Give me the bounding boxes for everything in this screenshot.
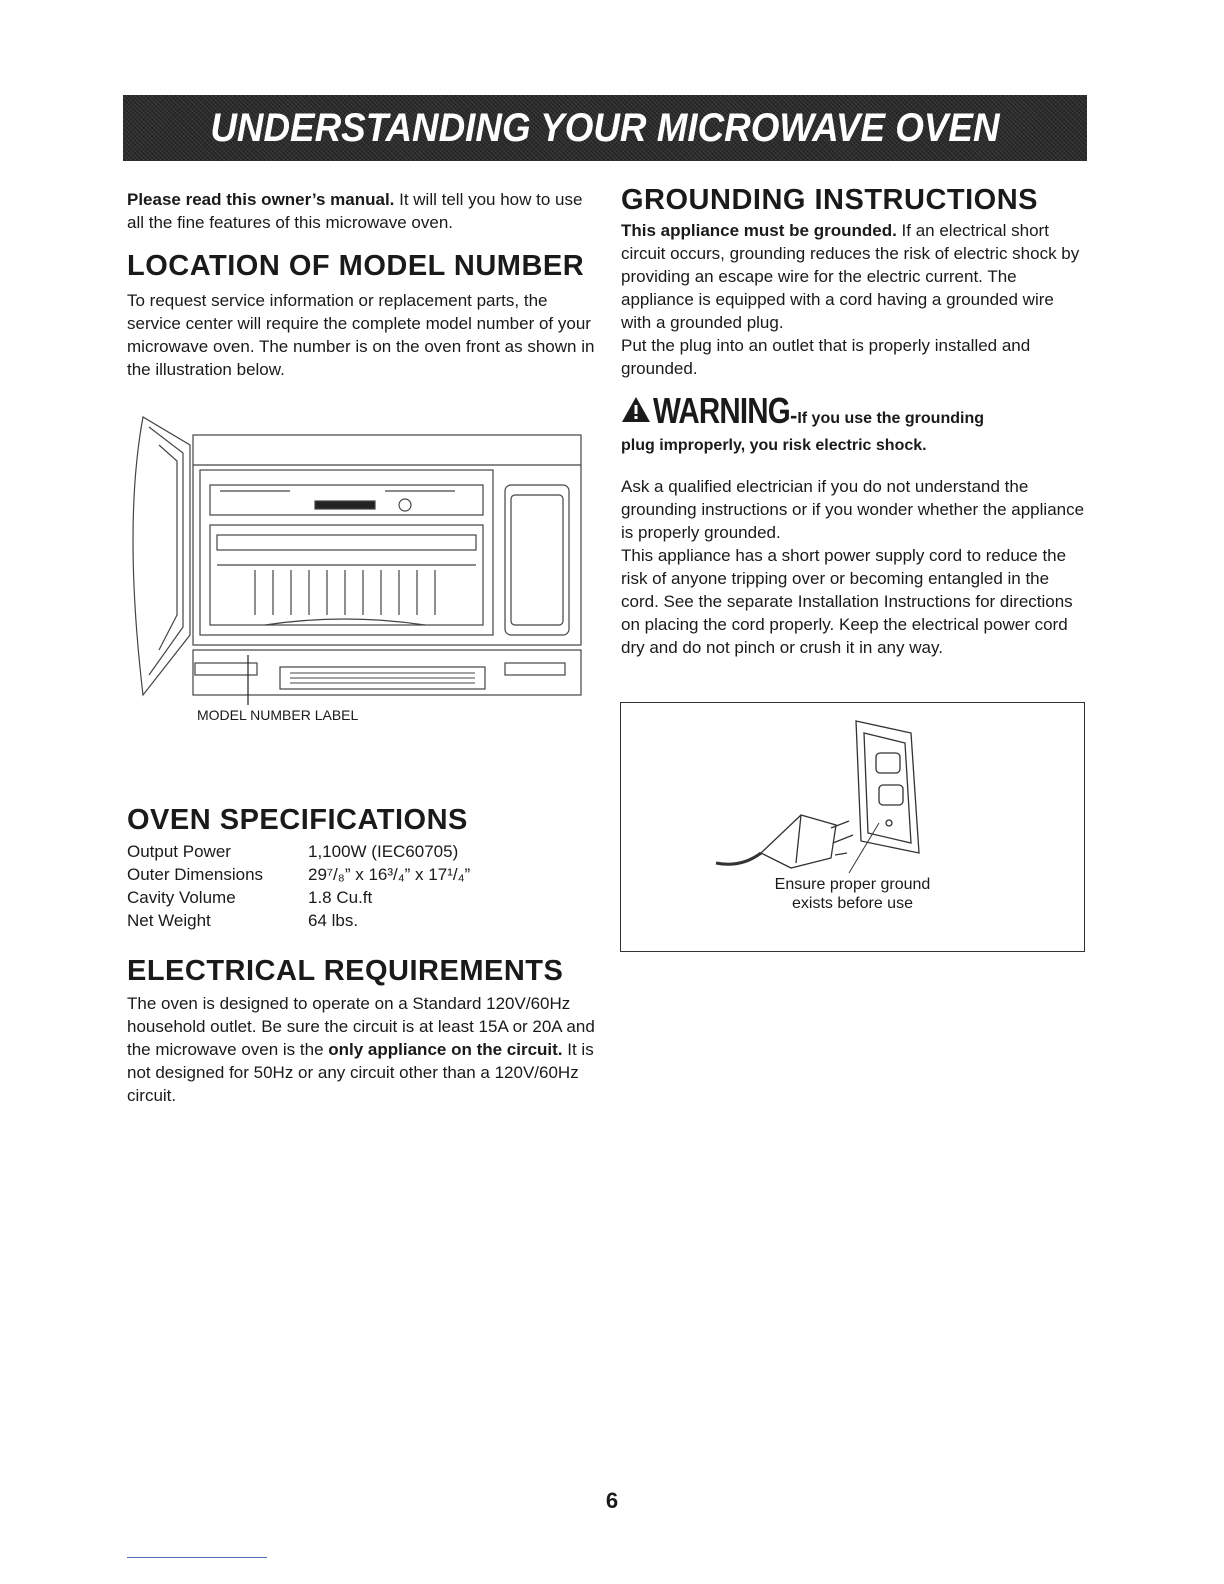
ask-paragraph-1: Ask a qualified electrician if you do not understand the grounding instructions or if you wonder whether the appliance is properly grounded.: [621, 477, 1085, 542]
grounding-bold: This appliance must be grounded.: [621, 221, 897, 240]
electrical-section: [127, 955, 597, 1107]
model-number-label-caption: MODEL NUMBER LABEL: [197, 707, 359, 723]
electrical-text-2: It is not designed for 50Hz or any circuit other than a 120V/60Hz circuit.: [127, 1040, 594, 1105]
specs-heading: OVEN SPECIFICATIONS: [127, 804, 468, 836]
outlet-plate-shape: [856, 721, 919, 853]
intro-bold: Please read this owner’s manual.: [127, 190, 395, 209]
spec-value: 1.8 Cu.ft: [308, 888, 373, 907]
electrical-text: [127, 992, 597, 1107]
electrical-heading: ELECTRICAL REQUIREMENTS: [127, 955, 564, 987]
spec-value: 1,100W (IEC60705): [308, 842, 459, 861]
grounding-text: [621, 219, 1087, 334]
grounding-text-1: If an electrical short circuit occurs, grounding reduces the risk of electric shock by providing an escape wire for the electric current. The appliance is equipped with a cord having a grounded wire with a grounded plug.: [621, 221, 1080, 332]
grounding-text-2: Put the plug into an outlet that is properly installed and grounded.: [621, 336, 1031, 378]
spec-row: [127, 863, 470, 886]
ask-paragraph-2: This appliance has a short power supply cord to reduce the risk of anyone tripping over or becoming entangled in the cord. See the separate Installation Instructions for directions on placing the cord properly. Keep the electrical power cord dry and do not pinch or crush it in any way.: [621, 546, 1073, 657]
spec-key: Net Weight: [127, 911, 211, 930]
grounding-heading: GROUNDING INSTRUCTIONS: [621, 184, 1038, 216]
location-heading: LOCATION OF MODEL NUMBER: [127, 250, 585, 282]
warning-block: [621, 390, 1087, 457]
location-text: To request service information or replacement parts, the service center will require the complete model number of your microwave oven. The number is on the oven front as shown in the illustration below.: [127, 291, 595, 379]
page-banner: [123, 95, 1087, 161]
electrical-text-1: The oven is designed to operate on a Standard 120V/60Hz household outlet. Be sure the circuit is at least 15A or 20A and the microwave oven is the: [127, 994, 595, 1059]
plug-illustration-box: [620, 702, 1085, 952]
warning-triangle-icon: [621, 395, 651, 423]
microwave-illustration: [115, 405, 595, 705]
warning-tail-2: plug improperly, you risk electric shock.: [621, 437, 927, 454]
specs-table: [127, 840, 470, 932]
ask-section: [621, 475, 1087, 659]
banner-title: UNDERSTANDING YOUR MICROWAVE OVEN: [210, 105, 1000, 150]
warning-word: WARNING: [653, 390, 790, 431]
grounding-section: [621, 184, 1087, 380]
specs-section: [127, 804, 597, 837]
rack-lines: [255, 570, 435, 615]
spec-key: Output Power: [127, 842, 231, 861]
control-panel-shape: [505, 485, 569, 635]
spec-row: [127, 886, 470, 909]
warning-tail-1: If you use the grounding: [797, 410, 984, 427]
location-section: [127, 250, 597, 381]
grounded-plug-illustration: [621, 703, 1084, 951]
spec-value: 64 lbs.: [308, 911, 359, 930]
intro-text: It will tell you how to use all the fine features of this microwave oven.: [127, 190, 583, 232]
plug-caption-line-1: Ensure proper ground: [774, 876, 931, 893]
spec-row: [127, 840, 470, 863]
intro-paragraph: [127, 188, 597, 234]
spec-key: Outer Dimensions: [127, 865, 264, 884]
spec-row: [127, 909, 470, 932]
spec-value: 29⁷/₈” x 16³/₄” x 17¹/₄”: [308, 865, 471, 884]
spec-key: Cavity Volume: [127, 888, 236, 907]
plug-caption: [621, 875, 1084, 913]
electrical-bold: only appliance on the circuit.: [328, 1040, 563, 1059]
page-number: 6: [605, 1488, 619, 1513]
oven-body-shape: [193, 435, 581, 645]
footer-rule: [127, 1557, 267, 1558]
plug-caption-line-2: exists before use: [792, 895, 913, 912]
oven-door-shape: [133, 417, 190, 695]
cord-shape: [716, 853, 761, 864]
warning-dash: -: [790, 403, 798, 428]
